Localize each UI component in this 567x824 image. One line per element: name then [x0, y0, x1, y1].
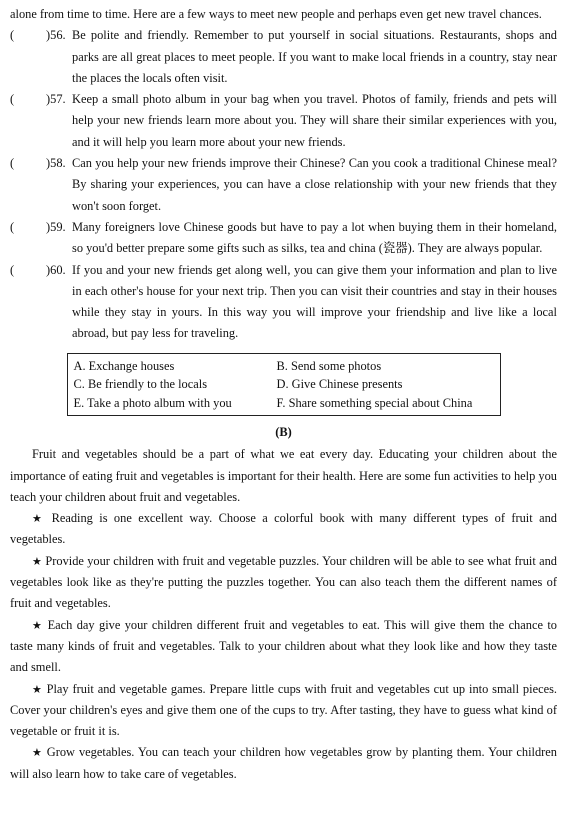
star-icon: ★: [32, 512, 46, 526]
options-row: [74, 375, 494, 394]
question-text: If you and your new friends get along well, you can give them your information and plan to live in each other's house for your next trip. Then you can visit their countries and stay in their houses while they stay in yours. In this way you will improve your friendship and live like a local abroad, but pay less for traveling.: [72, 262, 557, 341]
question-number: )58.: [46, 156, 66, 171]
star-icon: ★: [32, 554, 43, 568]
option-d: D. Give Chinese presents: [276, 377, 403, 392]
options-row: [74, 357, 494, 376]
tip-1: [10, 508, 557, 551]
tip-text: Each day give your children different fruit and vegetables to eat. This will give them the chance to taste many kinds of fruit and vegetables. Talk to your children about what they look like and how they taste and smell.: [10, 617, 557, 675]
answer-blank: (: [10, 156, 15, 171]
section-b-title: (B): [275, 425, 292, 440]
option-c: C. Be friendly to the locals: [73, 377, 208, 392]
tip-text: Provide your children with fruit and vegetable puzzles. Your children will be able to see what fruit and vegetables look like as they're putting the puzzles together. You can also teach them the different names of fruit and vegetables.: [10, 553, 557, 611]
answer-blank: (: [10, 28, 15, 43]
options-row: [74, 394, 494, 413]
question-number: )59.: [46, 219, 66, 234]
option-e: E. Take a photo album with you: [73, 395, 232, 410]
question-number: )60.: [46, 262, 66, 277]
question-list: [10, 25, 557, 344]
question-number: )56.: [46, 28, 66, 43]
star-icon: ★: [32, 746, 43, 760]
answer-blank: (: [10, 262, 15, 277]
tip-text: Grow vegetables. You can teach your children how vegetables grow by planting them. Your children will also learn how to take care of vegetables.: [10, 745, 557, 781]
tip-5: [10, 742, 557, 785]
option-a: A. Exchange houses: [73, 358, 175, 373]
tip-3: [10, 615, 557, 679]
question-59: [10, 217, 557, 260]
options-box: [67, 353, 501, 417]
question-text: Be polite and friendly. Remember to put yourself in social situations. Restaurants, shops and parks are all great places to meet people. If you want to make local friends in a country, stay near the places the locals often visit.: [72, 28, 557, 85]
star-icon: ★: [32, 618, 44, 632]
option-b: B. Send some photos: [276, 358, 382, 373]
question-text: Many foreigners love Chinese goods but have to pay a lot when buying them in their homeland, so you'd better prepare some gifts such as silks, tea and china (瓷器). They are always popular.: [72, 219, 557, 256]
question-58: [10, 153, 557, 217]
tip-text: Reading is one excellent way. Choose a colorful book with many different types of fruit and vegetables.: [10, 511, 557, 547]
question-text: Keep a small photo album in your bag when you travel. Photos of family, friends and pets will help your new friends learn more about you. They will share their similar experiences with you, and it will help you learn more about your new friends.: [72, 92, 557, 149]
question-number: )57.: [46, 92, 66, 107]
answer-blank: (: [10, 219, 15, 234]
question-56: [10, 25, 557, 89]
answer-blank: (: [10, 92, 15, 107]
tip-2: [10, 551, 557, 615]
question-60: [10, 260, 557, 345]
question-57: [10, 89, 557, 153]
tip-text: Play fruit and vegetable games. Prepare little cups with fruit and vegetables cut up into small pieces. Cover your children's eyes and give them one of the cups to try. After tasting, they have to guess what kind of vegetable or fruit it is.: [10, 681, 557, 739]
question-text: Can you help your new friends improve their Chinese? Can you cook a traditional Chinese meal? By sharing your experiences, you can have a close relationship with your new friends that they won't soon forget.: [72, 156, 557, 213]
section-b-intro: Fruit and vegetables should be a part of what we eat every day. Educating your children about the importance of eating fruit and vegetables is important for their health. Here are some fun activities to help you teach your children about fruit and vegetables.: [10, 447, 557, 504]
option-f: F. Share something special about China: [276, 395, 473, 410]
tip-4: [10, 679, 557, 743]
star-icon: ★: [32, 682, 43, 696]
intro-text: alone from time to time. Here are a few ways to meet new people and perhaps even get new travel chances.: [10, 7, 542, 21]
